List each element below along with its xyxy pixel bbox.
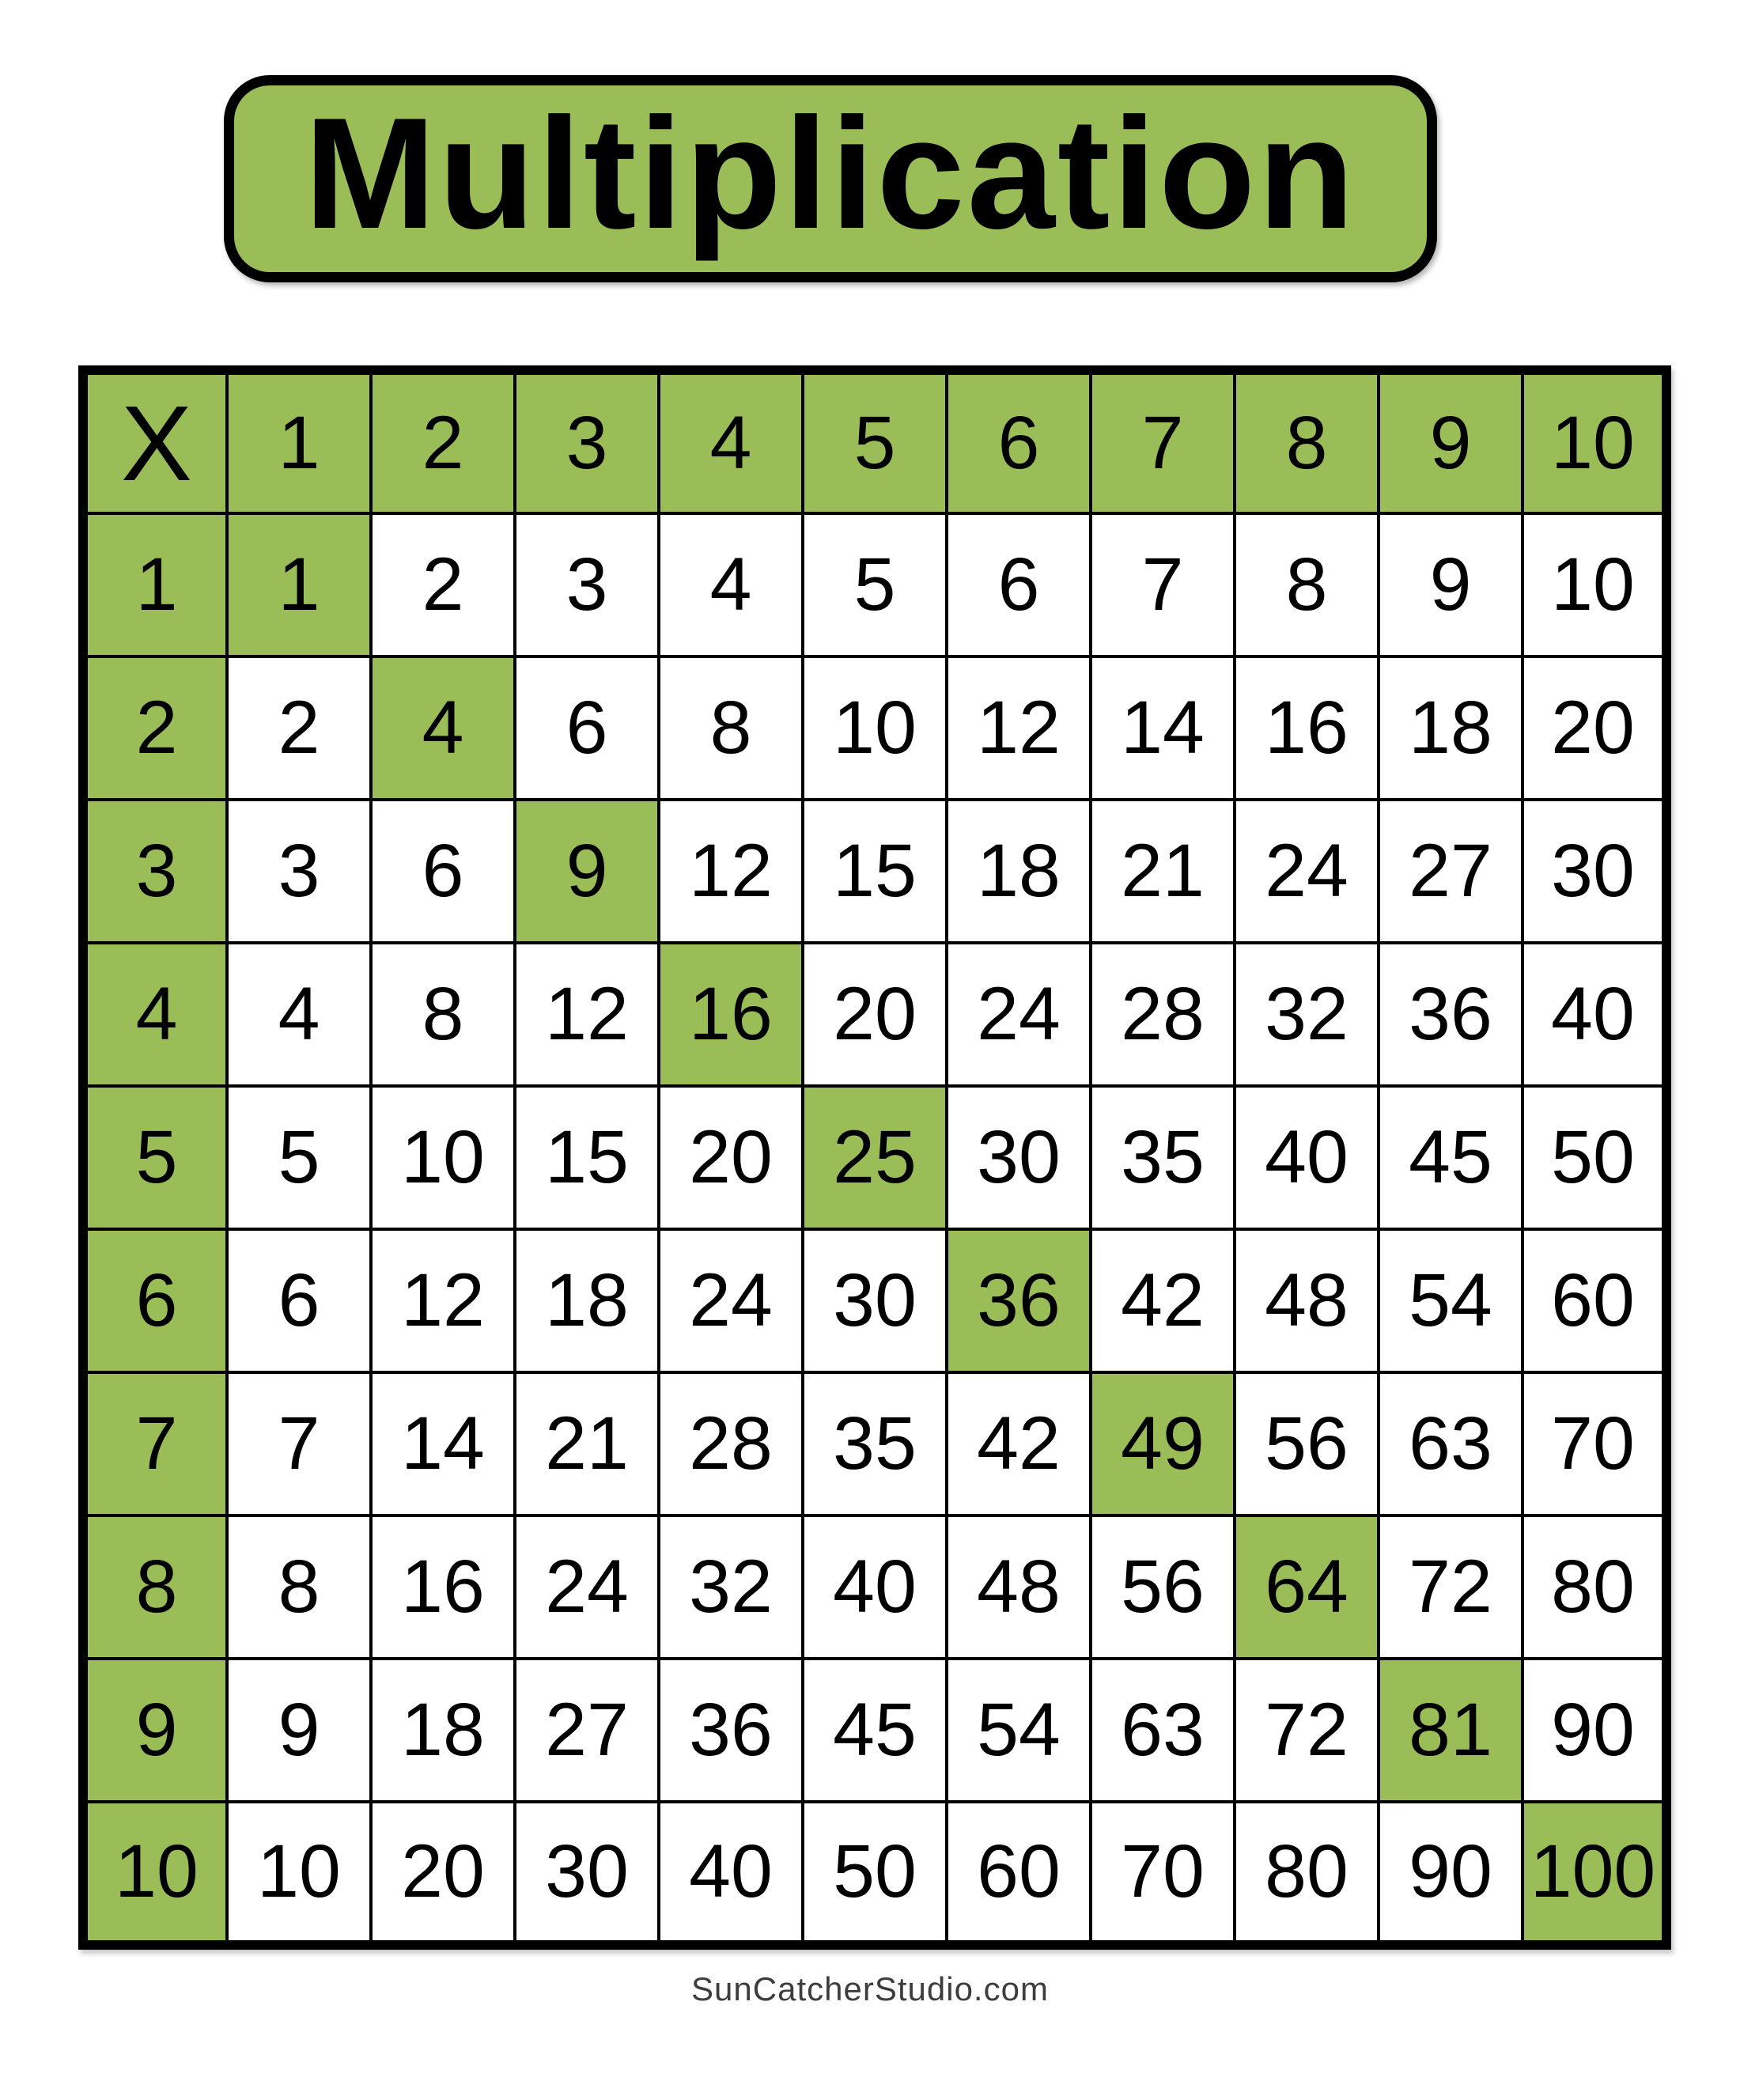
- product-cell: 4: [659, 513, 803, 656]
- product-cell: 15: [515, 1086, 659, 1229]
- product-cell: 6: [227, 1229, 371, 1372]
- product-cell: 12: [515, 943, 659, 1086]
- row-header-cell: 6: [83, 1229, 227, 1372]
- column-header-cell: 9: [1379, 370, 1522, 513]
- product-cell: 10: [803, 656, 947, 800]
- product-cell: 60: [947, 1802, 1091, 1945]
- column-header-cell: 2: [371, 370, 515, 513]
- product-cell: 35: [803, 1372, 947, 1515]
- product-cell: 18: [1379, 656, 1522, 800]
- product-cell: 40: [803, 1515, 947, 1659]
- product-cell: 10: [227, 1802, 371, 1945]
- product-cell: 32: [659, 1515, 803, 1659]
- square-product-cell: 1: [227, 513, 371, 656]
- product-cell: 3: [515, 513, 659, 656]
- column-header-cell: 6: [947, 370, 1091, 513]
- product-cell: 8: [227, 1515, 371, 1659]
- title-banner: [224, 75, 1437, 282]
- product-cell: 72: [1379, 1515, 1522, 1659]
- table-row: [83, 370, 1666, 513]
- product-cell: 48: [947, 1515, 1091, 1659]
- column-header-cell: 7: [1091, 370, 1235, 513]
- product-cell: 6: [515, 656, 659, 800]
- product-cell: 45: [1379, 1086, 1522, 1229]
- row-header-cell: 4: [83, 943, 227, 1086]
- product-cell: 80: [1235, 1802, 1379, 1945]
- product-cell: 42: [947, 1372, 1091, 1515]
- product-cell: 42: [1091, 1229, 1235, 1372]
- product-cell: 10: [371, 1086, 515, 1229]
- square-product-cell: 49: [1091, 1372, 1235, 1515]
- product-cell: 20: [1522, 656, 1666, 800]
- column-header-cell: 3: [515, 370, 659, 513]
- row-header-cell: 2: [83, 656, 227, 800]
- square-product-cell: 9: [515, 800, 659, 943]
- product-cell: 10: [1522, 513, 1666, 656]
- square-product-cell: 100: [1522, 1802, 1666, 1945]
- product-cell: 70: [1091, 1802, 1235, 1945]
- product-cell: 90: [1522, 1659, 1666, 1802]
- product-cell: 12: [659, 800, 803, 943]
- product-cell: 9: [1379, 513, 1522, 656]
- product-cell: 18: [515, 1229, 659, 1372]
- table-row: [83, 1372, 1666, 1515]
- product-cell: 28: [1091, 943, 1235, 1086]
- table-row: [83, 1229, 1666, 1372]
- product-cell: 45: [803, 1659, 947, 1802]
- table-row: [83, 513, 1666, 656]
- row-header-cell: 5: [83, 1086, 227, 1229]
- column-header-cell: 10: [1522, 370, 1666, 513]
- multiplication-grid-body: [83, 370, 1666, 1945]
- product-cell: 56: [1235, 1372, 1379, 1515]
- product-cell: 9: [227, 1659, 371, 1802]
- product-cell: 60: [1522, 1229, 1666, 1372]
- product-cell: 8: [1235, 513, 1379, 656]
- product-cell: 6: [371, 800, 515, 943]
- table-row: [83, 1086, 1666, 1229]
- table-row: [83, 1659, 1666, 1802]
- square-product-cell: 64: [1235, 1515, 1379, 1659]
- product-cell: 24: [1235, 800, 1379, 943]
- product-cell: 20: [659, 1086, 803, 1229]
- product-cell: 7: [1091, 513, 1235, 656]
- product-cell: 30: [515, 1802, 659, 1945]
- multiplication-table: [78, 365, 1671, 1950]
- product-cell: 30: [947, 1086, 1091, 1229]
- product-cell: 30: [1522, 800, 1666, 943]
- table-row: [83, 943, 1666, 1086]
- column-header-cell: 8: [1235, 370, 1379, 513]
- product-cell: 8: [371, 943, 515, 1086]
- square-product-cell: 81: [1379, 1659, 1522, 1802]
- product-cell: 21: [1091, 800, 1235, 943]
- row-header-cell: 8: [83, 1515, 227, 1659]
- row-header-cell: 9: [83, 1659, 227, 1802]
- product-cell: 18: [371, 1659, 515, 1802]
- product-cell: 18: [947, 800, 1091, 943]
- table-row: [83, 656, 1666, 800]
- product-cell: 40: [659, 1802, 803, 1945]
- product-cell: 27: [515, 1659, 659, 1802]
- product-cell: 63: [1379, 1372, 1522, 1515]
- page-title: Multiplication: [304, 85, 1357, 262]
- product-cell: 5: [227, 1086, 371, 1229]
- product-cell: 15: [803, 800, 947, 943]
- product-cell: 40: [1235, 1086, 1379, 1229]
- product-cell: 12: [947, 656, 1091, 800]
- product-cell: 56: [1091, 1515, 1235, 1659]
- table-row: [83, 800, 1666, 943]
- product-cell: 24: [659, 1229, 803, 1372]
- column-header-cell: 4: [659, 370, 803, 513]
- row-header-cell: 1: [83, 513, 227, 656]
- table-row: [83, 1802, 1666, 1945]
- product-cell: 21: [515, 1372, 659, 1515]
- product-cell: 20: [371, 1802, 515, 1945]
- table-row: [83, 1515, 1666, 1659]
- product-cell: 36: [659, 1659, 803, 1802]
- product-cell: 27: [1379, 800, 1522, 943]
- column-header-cell: 1: [227, 370, 371, 513]
- product-cell: 16: [1235, 656, 1379, 800]
- product-cell: 4: [227, 943, 371, 1086]
- product-cell: 24: [947, 943, 1091, 1086]
- product-cell: 14: [371, 1372, 515, 1515]
- product-cell: 24: [515, 1515, 659, 1659]
- product-cell: 2: [371, 513, 515, 656]
- product-cell: 50: [1522, 1086, 1666, 1229]
- product-cell: 50: [803, 1802, 947, 1945]
- row-header-cell: 10: [83, 1802, 227, 1945]
- product-cell: 28: [659, 1372, 803, 1515]
- product-cell: 54: [1379, 1229, 1522, 1372]
- product-cell: 70: [1522, 1372, 1666, 1515]
- product-cell: 6: [947, 513, 1091, 656]
- product-cell: 54: [947, 1659, 1091, 1802]
- product-cell: 3: [227, 800, 371, 943]
- product-cell: 16: [371, 1515, 515, 1659]
- product-cell: 36: [1379, 943, 1522, 1086]
- product-cell: 5: [803, 513, 947, 656]
- product-cell: 35: [1091, 1086, 1235, 1229]
- product-cell: 40: [1522, 943, 1666, 1086]
- product-cell: 63: [1091, 1659, 1235, 1802]
- product-cell: 30: [803, 1229, 947, 1372]
- product-cell: 2: [227, 656, 371, 800]
- product-cell: 80: [1522, 1515, 1666, 1659]
- product-cell: 72: [1235, 1659, 1379, 1802]
- product-cell: 8: [659, 656, 803, 800]
- square-product-cell: 4: [371, 656, 515, 800]
- square-product-cell: 25: [803, 1086, 947, 1229]
- product-cell: 12: [371, 1229, 515, 1372]
- product-cell: 20: [803, 943, 947, 1086]
- product-cell: 48: [1235, 1229, 1379, 1372]
- square-product-cell: 36: [947, 1229, 1091, 1372]
- row-header-cell: 3: [83, 800, 227, 943]
- product-cell: 14: [1091, 656, 1235, 800]
- square-product-cell: 16: [659, 943, 803, 1086]
- row-header-cell: 7: [83, 1372, 227, 1515]
- operator-cell: X: [83, 370, 227, 513]
- footer-credit: SunCatcherStudio.com: [691, 1970, 1049, 2007]
- column-header-cell: 5: [803, 370, 947, 513]
- product-cell: 7: [227, 1372, 371, 1515]
- product-cell: 32: [1235, 943, 1379, 1086]
- product-cell: 90: [1379, 1802, 1522, 1945]
